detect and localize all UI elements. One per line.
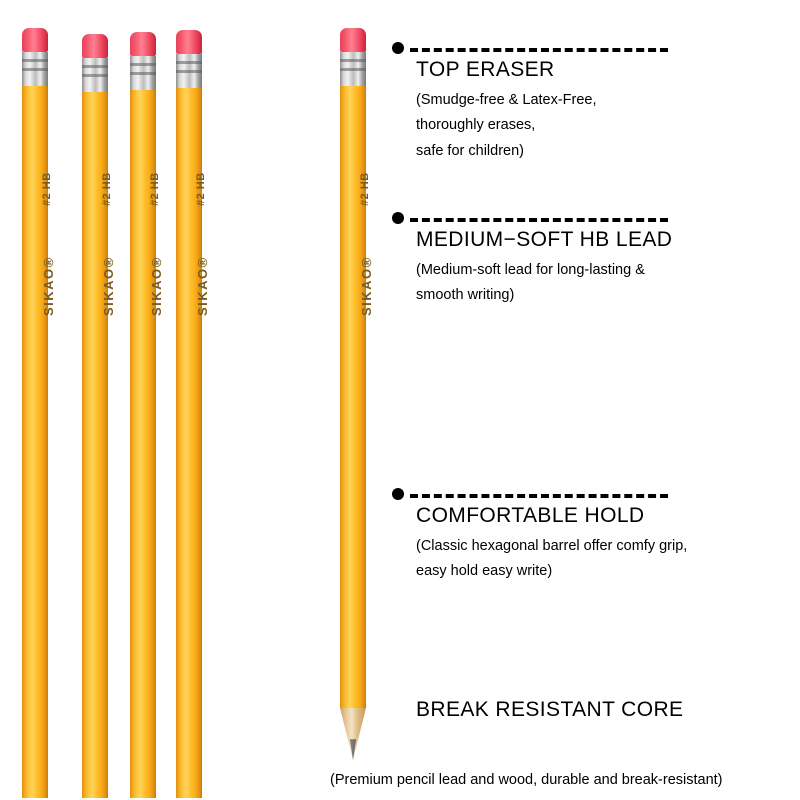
hero-ferrule <box>340 52 366 86</box>
callout-dot-comfortable-hold <box>392 488 404 500</box>
eraser-1 <box>22 28 48 52</box>
callout-line-hb-lead <box>410 218 668 222</box>
hero-pencil <box>340 28 374 768</box>
ferrule-4 <box>176 54 202 88</box>
ferrule-3 <box>130 56 156 90</box>
grade-label-4: #2 HB <box>195 172 207 206</box>
callout-dot-top-eraser <box>392 42 404 54</box>
eraser-2 <box>82 34 108 58</box>
grade-label-3: #2 HB <box>149 172 161 206</box>
hero-eraser <box>340 28 366 52</box>
callout-desc-break-resistant-core: (Premium pencil lead and wood, durable and break-resistant) <box>330 772 723 788</box>
callout-dot-hb-lead <box>392 212 404 224</box>
grade-label-2: #2 HB <box>101 172 113 206</box>
brand-label-1: SIKAO® <box>41 256 56 316</box>
callout-line-top-eraser <box>410 48 668 52</box>
ferrule-2 <box>82 58 108 92</box>
eraser-3 <box>130 32 156 56</box>
callout-title-top-eraser: TOP ERASER <box>416 58 555 81</box>
brand-label-3: SIKAO® <box>149 256 164 316</box>
grade-label-1: #2 HB <box>41 172 53 206</box>
callout-desc-hb-lead: (Medium-soft lead for long-lasting & smooth writing) <box>416 262 645 304</box>
pencil-3 <box>130 32 164 798</box>
callout-title-comfortable-hold: COMFORTABLE HOLD <box>416 504 645 527</box>
callout-line-comfortable-hold <box>410 494 668 498</box>
brand-label-2: SIKAO® <box>101 256 116 316</box>
brand-label-4: SIKAO® <box>195 256 210 316</box>
callout-title-hb-lead: MEDIUM−SOFT HB LEAD <box>416 228 673 251</box>
callout-desc-comfortable-hold: (Classic hexagonal barrel offer comfy grip, easy hold easy write) <box>416 538 688 580</box>
callout-title-break-resistant-core: BREAK RESISTANT CORE <box>416 698 684 721</box>
ferrule-1 <box>22 52 48 86</box>
pencil-1 <box>22 28 56 798</box>
callout-desc-top-eraser: (Smudge-free & Latex-Free, thoroughly erases, safe for children) <box>416 92 597 159</box>
pencil-2 <box>82 34 116 798</box>
hero-brand-label: SIKAO® <box>359 256 374 316</box>
hero-grade-label: #2 HB <box>359 172 371 206</box>
eraser-4 <box>176 30 202 54</box>
pencil-4 <box>176 30 210 798</box>
